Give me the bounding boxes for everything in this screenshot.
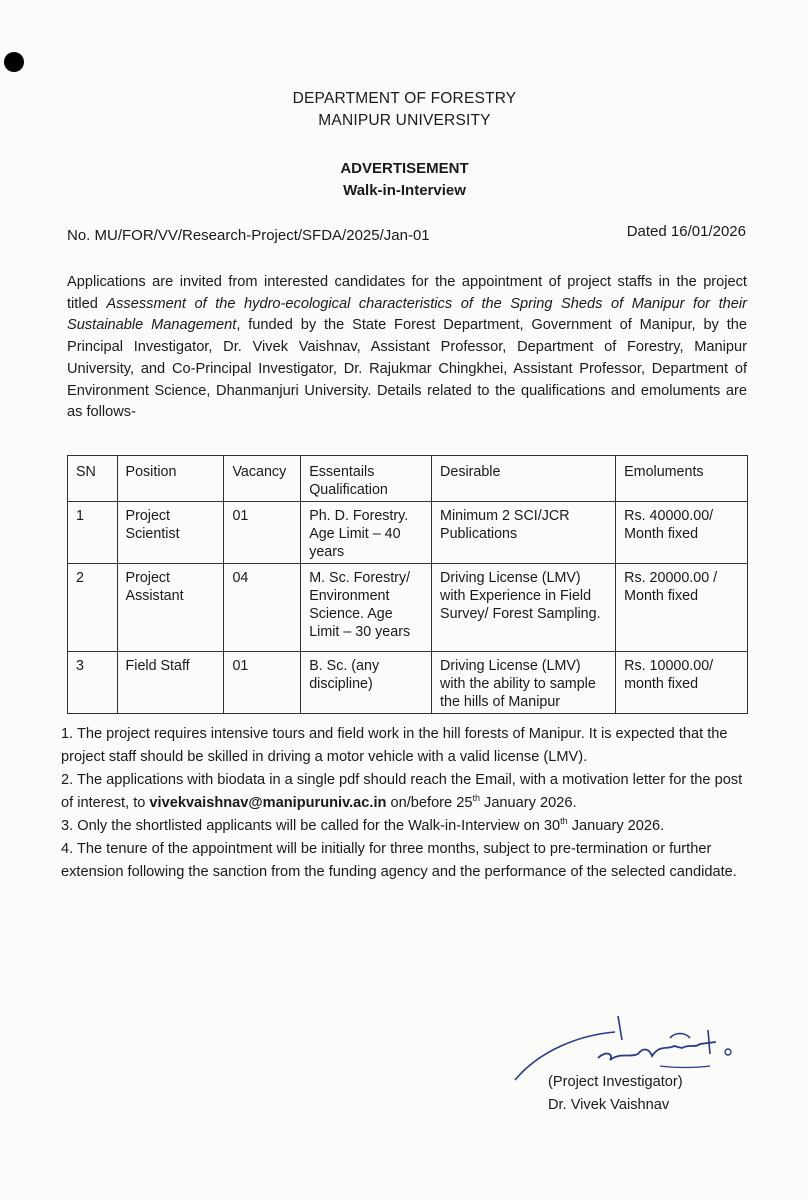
signatory-name: Dr. Vivek Vaishnav — [548, 1097, 670, 1113]
cell-desirable: Driving License (LMV) with the ability to sample the hills of Manipur — [432, 652, 616, 714]
reference-date: Dated 16/01/2026 — [626, 223, 746, 240]
advert-heading — [0, 158, 809, 202]
positions-table — [67, 455, 748, 714]
cell-qualification: Ph. D. Forestry. Age Limit – 40 years — [301, 502, 432, 564]
ink-dot — [4, 52, 24, 72]
reference-number: No. MU/FOR/VV/Research-Project/SFDA/2025/Jan-01 — [67, 227, 430, 244]
cell-emoluments: Rs. 40000.00/ Month fixed — [616, 502, 748, 564]
note-3-year: January 2026. — [567, 818, 665, 834]
header-position: Position — [117, 456, 224, 502]
cell-qualification: M. Sc. Forestry/ Environment Science. Age Limit – 30 years — [301, 564, 432, 652]
advert-subtitle: Walk-in-Interview — [343, 182, 466, 199]
signature-block — [548, 1071, 683, 1117]
department-name: DEPARTMENT OF FORESTRY — [292, 90, 517, 107]
reference-line — [67, 223, 746, 246]
intro-paragraph — [67, 272, 747, 424]
cell-sn: 2 — [68, 564, 118, 652]
note-3-text: 3. Only the shortlisted applicants will be called for the Walk-in-Interview on 30 — [61, 818, 561, 834]
cell-emoluments: Rs. 10000.00/ month fixed — [616, 652, 748, 714]
notes-list — [61, 723, 751, 884]
table-row — [68, 652, 748, 714]
cell-desirable: Driving License (LMV) with Experience in Field Survey/ Forest Sampling. — [432, 564, 616, 652]
letterhead — [0, 88, 809, 132]
note-1: 1. The project requires intensive tours and field work in the hill forests of Manipur. It is expected that the project staff should be skilled in driving a motor vehicle with a valid license (LMV). — [61, 726, 728, 765]
cell-desirable: Minimum 2 SCI/JCR Publications — [432, 502, 616, 564]
header-qualification: Essentails Qualification — [301, 456, 432, 502]
note-2-ordinal: th — [472, 793, 480, 804]
cell-qualification: B. Sc. (any discipline) — [301, 652, 432, 714]
cell-position: Project Assistant — [117, 564, 224, 652]
cell-sn: 1 — [68, 502, 118, 564]
cell-vacancy: 01 — [224, 502, 301, 564]
cell-position: Field Staff — [117, 652, 224, 714]
table-row — [68, 564, 748, 652]
cell-emoluments: Rs. 20000.00 / Month fixed — [616, 564, 748, 652]
table-header-row — [68, 456, 748, 502]
university-name: MANIPUR UNIVERSITY — [318, 112, 491, 129]
note-3-ordinal: th — [560, 816, 568, 827]
table-row — [68, 502, 748, 564]
note-2-text: 2. The applications with biodata in a single pdf should reach the Email, with a motivation letter for the post of interest, to — [61, 772, 743, 811]
note-3 — [61, 815, 751, 838]
header-vacancy: Vacancy — [224, 456, 301, 502]
intro-text-2: , funded by the State Forest Department, Government of Manipur, by the Principal Investigator, Dr. Vivek Vaishnav, Assistant Professor, Department of Forestry, Manipur University, and Co-Principal Investigator, Dr. Rajukmar Chingkhei, Assistant Professor, Department of Environment Science, Dhanmanjuri University. Details related to the qualifications and emoluments are as follows- — [67, 317, 747, 421]
header-sn: SN — [68, 456, 118, 502]
advert-title: ADVERTISEMENT — [340, 160, 469, 177]
contact-email: vivekvaishnav@manipuruniv.ac.in — [149, 795, 387, 811]
cell-vacancy: 04 — [224, 564, 301, 652]
note-2-year: January 2026. — [479, 795, 577, 811]
intro-text-1: Applications are invited from interested candidates for the appointment of project staffs in the project titled — [67, 274, 747, 312]
cell-sn: 3 — [68, 652, 118, 714]
note-4: 4. The tenure of the appointment will be initially for three months, subject to pre-termination or further extension following the sanction from the funding agency and the performance of the selected candidate. — [61, 841, 737, 880]
cell-vacancy: 01 — [224, 652, 301, 714]
project-title: Assessment of the hydro-ecological characteristics of the Spring Sheds of Manipur for their Sustainable Management — [67, 295, 748, 334]
note-2 — [61, 769, 751, 815]
note-2-deadline: on/before 25 — [386, 795, 473, 811]
header-desirable: Desirable — [432, 456, 616, 502]
cell-position: Project Scientist — [117, 502, 224, 564]
header-emoluments: Emoluments — [616, 456, 748, 502]
signatory-role: (Project Investigator) — [548, 1074, 683, 1090]
